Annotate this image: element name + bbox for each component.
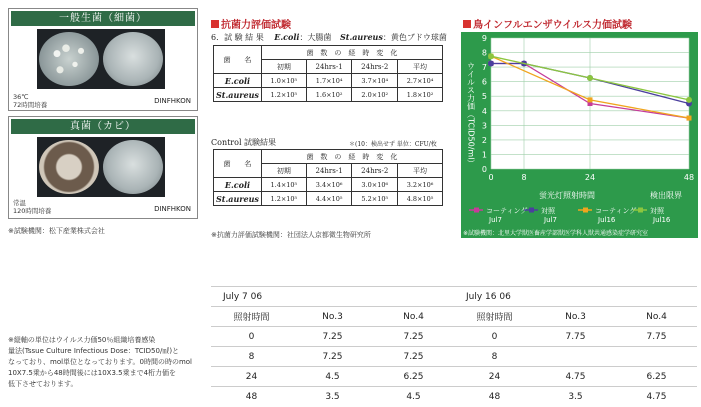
header-name: 菌 名 — [214, 150, 262, 178]
col-avg: 平均 — [398, 60, 443, 74]
mold-photo — [37, 137, 165, 197]
legend-label: Jul7 — [489, 216, 502, 224]
table-row: 0 7.25 7.25 0 7.75 7.75 — [211, 327, 697, 347]
legend-marker — [529, 208, 534, 213]
y-tick-label: 3 — [481, 121, 487, 131]
col-avg: 平均 — [398, 164, 443, 178]
x-tick-label: 0 — [488, 173, 494, 182]
table-row: 24 4.5 6.25 24 4.75 6.25 — [211, 367, 697, 387]
col-24-1: 24hrs-1 — [306, 60, 352, 74]
results-table — [213, 45, 443, 102]
flu-title: 鳥インフルエンザウイルス力価試験 — [463, 16, 632, 31]
col-24-1: 24hrs-1 — [306, 164, 352, 178]
table-header-row: 照射時間 No.3 No.4 照射時間 No.3 No.4 — [211, 307, 697, 327]
y-tick-label: 0 — [481, 165, 487, 174]
x-extra-label: 検出限界 — [650, 191, 682, 200]
table-row: 48 3.5 4.5 48 3.5 4.75 — [211, 387, 697, 407]
x-tick-label: 48 — [683, 173, 695, 182]
mold-brand: DINFHKON — [154, 205, 191, 213]
table-row: E.coli 1.4×10⁵ 3.4×10⁶ 3.0×10⁶ 3.2×10⁶ — [214, 178, 443, 192]
coated-dish — [103, 32, 163, 86]
legend-label: 対照 — [541, 207, 555, 215]
data-point — [687, 116, 692, 121]
control-table — [213, 149, 443, 206]
control-dish — [39, 140, 99, 194]
table-row: 8 7.25 7.25 8 — [211, 347, 697, 367]
x-axis-label: 蛍光灯照射時間 — [539, 191, 595, 200]
data-point — [588, 97, 593, 102]
legend-label: 対照 — [650, 207, 664, 215]
table-row: E.coli 1.0×10⁵ 1.7×10⁴ 3.7×10⁴ 2.7×10⁴ — [214, 74, 443, 88]
col-24-2: 24hrs-2 — [352, 60, 398, 74]
bacteria-panel — [8, 8, 198, 111]
y-tick-label: 2 — [481, 135, 487, 145]
y-tick-label: 5 — [481, 92, 487, 102]
mold-condition: 常温 120時間培養 — [13, 199, 52, 215]
antibacterial-org-note: ※抗菌力評価試験機関：社団法人京都微生物研究所 — [211, 231, 371, 239]
results-caption: 6．試 験 結 果 E.coli：大腸菌 St.aureus：黄色ブドウ球菌 — [211, 32, 447, 42]
legend-label: Jul7 — [544, 216, 557, 224]
mold-panel-title: 真菌（カビ） — [11, 119, 195, 134]
legend-label: Jul16 — [653, 216, 671, 224]
coated-dish — [103, 140, 163, 194]
y-tick-label: 1 — [481, 150, 487, 160]
legend-label: Jul16 — [598, 216, 616, 224]
y-tick-label: 6 — [481, 77, 487, 87]
data-point — [587, 75, 593, 81]
legend-marker — [474, 208, 479, 213]
bacteria-condition: 36℃ 72時間培養 — [13, 93, 48, 109]
bacteria-brand: DINFHKON — [154, 97, 191, 105]
table-row: St.aureus 1.2×10⁵ 1.6×10² 2.0×10² 1.8×10² — [214, 88, 443, 102]
antibacterial-title: 抗菌力評価試験 — [211, 16, 291, 31]
flu-org-note: ※試験機関：北里大学獣医畜産学部獣医学科人獣共通感染症学研究室 — [463, 230, 649, 237]
data-point — [488, 53, 494, 59]
x-tick-label: 24 — [584, 173, 596, 182]
x-tick-label: 8 — [521, 173, 527, 182]
control-dish — [39, 32, 99, 86]
col-initial: 初期 — [261, 60, 306, 74]
header-name: 菌 名 — [214, 46, 262, 74]
y-tick-label: 8 — [481, 48, 487, 58]
col-initial: 初期 — [261, 164, 306, 178]
mold-panel — [8, 116, 198, 219]
legend-marker — [583, 208, 588, 213]
control-caption: Control 試験結果 — [211, 138, 277, 147]
data-point — [686, 97, 692, 103]
square-bullet-icon — [463, 20, 471, 28]
footnote: ※縦軸の単位はウイルス力価50％組織培養感染 量法(Tssue Culture Infectious Dose：TCID50/㎖)と なっており、mol単位となっております。0時間の時のmol 10X7.5乗から48時間後には10X3.5乗まで4桁力価を 低下させております。 — [8, 336, 192, 388]
square-bullet-icon — [211, 20, 219, 28]
legend-marker — [638, 208, 643, 213]
legend-label: コーティング — [595, 207, 637, 215]
legend-label: コーティング — [486, 207, 528, 215]
col-24-2: 24hrs-2 — [352, 164, 398, 178]
table-row: St.aureus 1.2×10⁵ 4.4×10⁵ 5.2×10⁵ 4.8×10⁵ — [214, 192, 443, 206]
data-table — [211, 286, 697, 407]
bacteria-panel-title: 一般生菌（細菌） — [11, 11, 195, 26]
table-header-row: July 7 06 July 16 06 — [211, 287, 697, 307]
y-tick-label: 7 — [481, 63, 487, 73]
control-note: ＊(10：検出せず 単位：CFU/枚 — [349, 141, 437, 148]
test-org-note: ※試験機関：松下産業株式会社 — [8, 227, 105, 235]
data-point — [488, 60, 494, 66]
header-group: 菌 数 の 経 時 変 化 — [261, 46, 442, 60]
y-tick-label: 4 — [481, 106, 487, 116]
flu-chart — [461, 32, 698, 238]
header-group: 菌 数 の 経 時 変 化 — [261, 150, 442, 164]
y-axis-label: ウイルス力価（TCID50/ml） — [466, 62, 476, 168]
bacteria-photo — [37, 29, 165, 89]
y-tick-label: 9 — [481, 34, 487, 43]
